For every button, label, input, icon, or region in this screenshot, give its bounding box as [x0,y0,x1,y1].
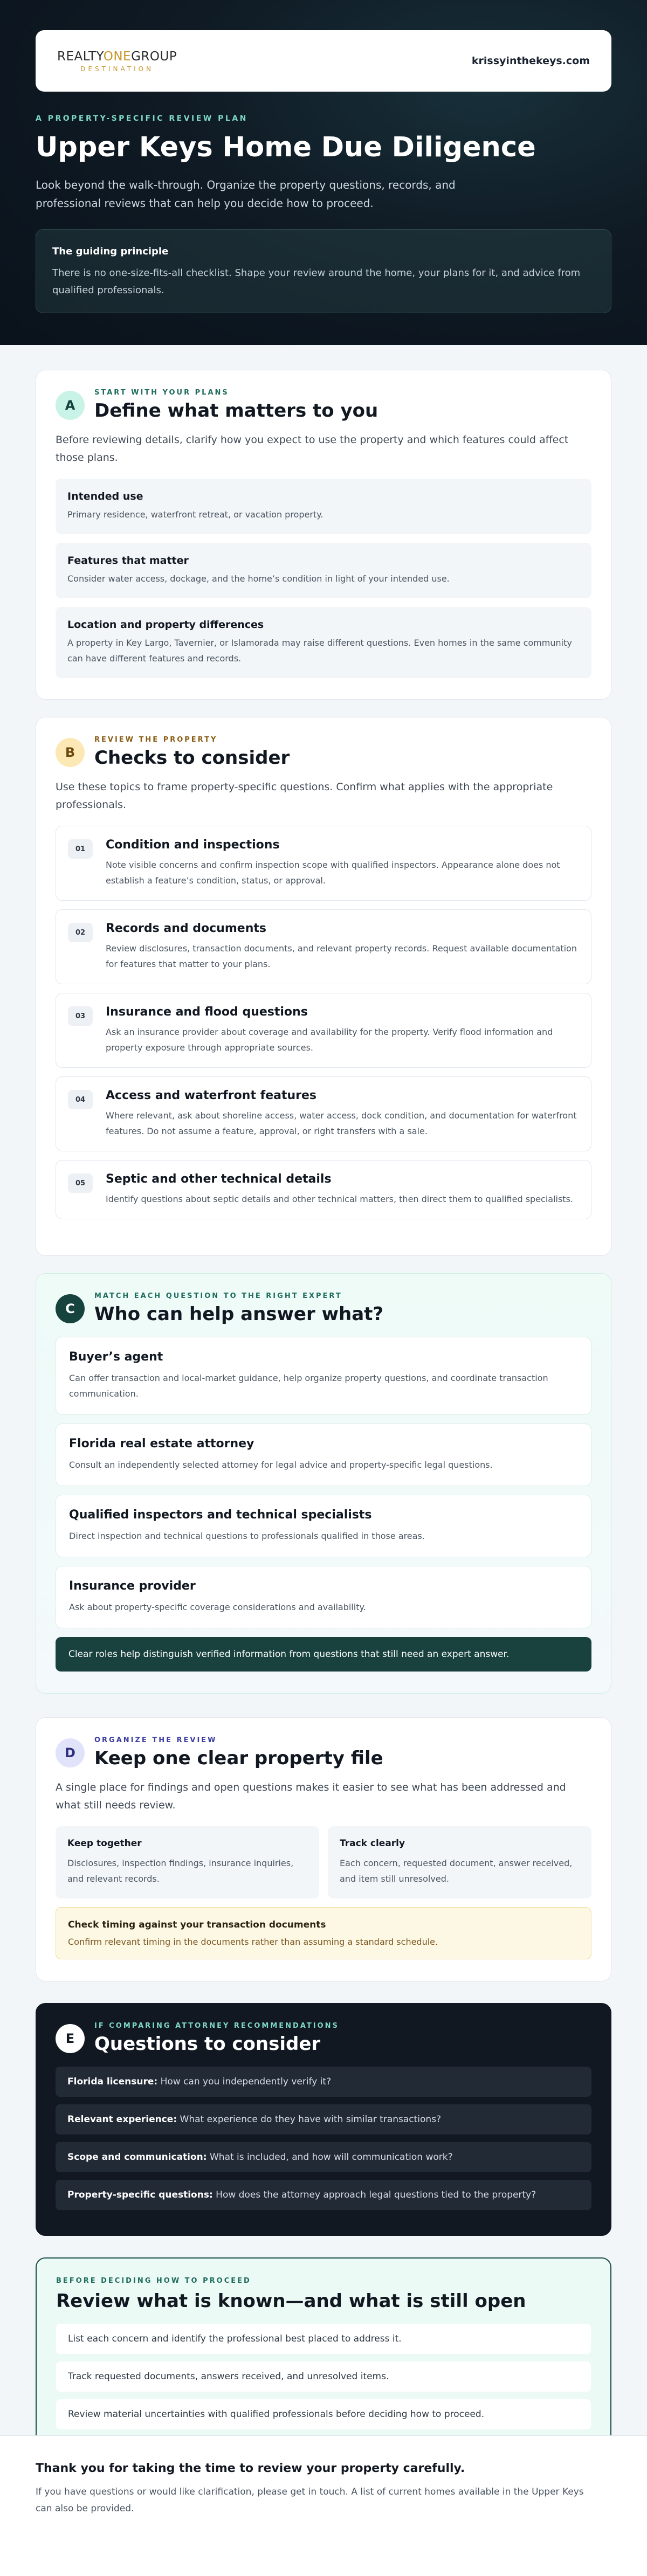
expert-card [56,1424,591,1486]
check-text: Note visible concerns and confirm inspection scope with qualified inspectors. Appearance alone does not establish a feature’s condition, status, or approval. [106,860,560,886]
check-title: Insurance and flood questions [106,1005,308,1019]
question-item: Relevant experience: What experience do they have with similar transactions? [56,2104,591,2135]
timing-note [56,1907,591,1959]
section-badge: B [56,738,85,767]
timing-text: Confirm relevant timing in the documents rather than assuming a standard schedule. [68,1937,438,1947]
section-eyebrow: ORGANIZE THE REVIEW [94,1736,217,1744]
question-item: Scope and communication: What is included, and how will communication work? [56,2142,591,2172]
priority-card [56,607,591,678]
section-header [56,736,591,769]
check-item [56,826,591,901]
card-title: Location and property differences [67,619,264,631]
card-title: Features that matter [67,555,189,567]
section-header [56,389,591,422]
check-title: Condition and inspections [106,838,280,852]
check-item [56,909,591,984]
section-eyebrow: MATCH EACH QUESTION TO THE RIGHT EXPERT [94,1292,342,1300]
section-attorney-questions [36,2003,611,2236]
card-title: Keep together [67,1838,142,1849]
card-text: Each concern, requested document, answer received, and item still unresolved. [340,1858,573,1884]
brand-logo[interactable] [57,50,177,73]
expert-card [56,1337,591,1415]
section-badge: D [56,1738,85,1767]
card-title: Track clearly [340,1838,405,1849]
card-text: Primary residence, waterfront retreat, or vacation property. [67,509,324,520]
check-number: 03 [68,1006,93,1026]
section-title: Define what matters to you [94,400,378,422]
section-intro: Before reviewing details, clarify how you expect to use the property and which features could affect those plans. [56,434,569,464]
check-text: Identify questions about septic details and other technical matters, then direct them to qualified specialists. [106,1194,573,1204]
check-text: Where relevant, ask about shoreline access, water access, dock condition, and documentation for waterfront features. Do not assume a feature, approval, or right transfers with a sale. [106,1110,577,1136]
footer-title: Thank you for taking the time to review your property carefully. [36,2462,465,2475]
section-badge: A [56,391,85,420]
priority-card [56,479,591,534]
priority-card [56,543,591,598]
open-item: List each concern and identify the professional best placed to address it. [56,2324,591,2354]
check-text: Ask an insurance provider about coverage and availability for the property. Verify flood information and property exposure through appropriate sources. [106,1027,553,1053]
check-title: Records and documents [106,922,266,935]
card-text: Consider water access, dockage, and the home’s condition in light of your intended use. [67,574,450,584]
card-text: A property in Key Largo, Tavernier, or Islamorada may raise different questions. Even homes in the same community can have different features and records. [67,638,572,664]
section-intro: A single place for findings and open questions makes it easier to see what has been addressed and what still needs review. [56,1781,566,1811]
section-badge: E [56,2024,85,2053]
section-header [56,2022,591,2055]
card-title: Intended use [67,491,143,502]
section-eyebrow: IF COMPARING ATTORNEY RECOMMENDATIONS [94,2022,339,2030]
hero [0,0,647,345]
hero-eyebrow: A PROPERTY-SPECIFIC REVIEW PLAN [36,114,248,123]
question-item: Property-specific questions: How does the attorney approach legal questions tied to the property? [56,2180,591,2210]
check-text: Review disclosures, transaction documents, and relevant property records. Request available documentation for features that matter to your plans. [106,943,577,969]
timing-title: Check timing against your transaction documents [68,1919,326,1930]
section-eyebrow: BEFORE DECIDING HOW TO PROCEED [56,2277,251,2285]
check-number: 04 [68,1090,93,1109]
header-bar [36,30,611,92]
check-item [56,1076,591,1151]
file-columns [56,1826,591,1898]
section-experts [36,1273,611,1694]
section-title: Review what is known—and what is still open [56,2290,526,2312]
logo-subtitle: DESTINATION [80,65,154,73]
expert-title: Insurance provider [69,1579,196,1593]
section-eyebrow: START WITH YOUR PLANS [94,389,229,397]
section-intro: Use these topics to frame property-specific questions. Confirm what applies with the appropriate professionals. [56,781,553,811]
footer [0,2435,647,2576]
section-checks [36,717,611,1256]
expert-card [56,1566,591,1628]
card-text: Disclosures, inspection findings, insurance inquiries, and relevant records. [67,1858,294,1884]
open-item: Track requested documents, answers received, and unresolved items. [56,2361,591,2392]
section-title: Who can help answer what? [94,1303,384,1325]
expert-title: Florida real estate attorney [69,1437,254,1451]
check-number: 01 [68,839,93,859]
expert-card [56,1495,591,1557]
question-item: Florida licensure: How can you independently verify it? [56,2067,591,2097]
section-title: Questions to consider [94,2033,321,2055]
hero-intro: Look beyond the walk-through. Organize the property questions, records, and professional reviews that can help you decide how to proceed. [36,178,456,210]
expert-text: Consult an independently selected attorney for legal advice and property-specific legal questions. [69,1460,493,1470]
page-title: Upper Keys Home Due Diligence [36,132,536,163]
check-title: Access and waterfront features [106,1089,317,1102]
check-title: Septic and other technical details [106,1172,332,1186]
keep-together-card [56,1826,319,1898]
guiding-principle-box [36,229,611,313]
check-number: 05 [68,1173,93,1193]
principle-title: The guiding principle [52,246,169,257]
logo-wordmark: REALTYONEGROUP [57,49,177,64]
open-item: Review material uncertainties with qualified professionals before deciding how to proceed. [56,2399,591,2429]
section-badge: C [56,1294,85,1323]
check-item [56,1160,591,1219]
section-title: Keep one clear property file [94,1748,383,1769]
expert-text: Can offer transaction and local-market guidance, help organize property questions, and coordinate transaction communication. [69,1373,548,1399]
footer-text: If you have questions or would like clarification, please get in touch. A list of current homes available in the Upper Keys can also be provided. [36,2487,584,2514]
check-number: 02 [68,923,93,942]
section-property-file [36,1717,611,1981]
section-eyebrow: REVIEW THE PROPERTY [94,736,218,744]
expert-title: Buyer’s agent [69,1350,163,1364]
site-link[interactable]: krissyinthekeys.com [471,55,590,67]
check-item [56,993,591,1068]
section-header [56,1292,591,1325]
track-clearly-card [328,1826,591,1898]
section-header [56,1736,591,1769]
roles-callout: Clear roles help distinguish verified information from questions that still need an expert answer. [56,1637,591,1672]
section-review-open-items [36,2257,611,2453]
expert-title: Qualified inspectors and technical specialists [69,1508,372,1522]
expert-text: Direct inspection and technical questions to professionals qualified in those areas. [69,1531,425,1541]
expert-text: Ask about property-specific coverage considerations and availability. [69,1602,366,1612]
section-title: Checks to consider [94,747,290,769]
principle-text: There is no one-size-fits-all checklist. Shape your review around the home, your plans for it, and advice from qualified professionals. [52,267,581,296]
section-define-priorities [36,370,611,700]
